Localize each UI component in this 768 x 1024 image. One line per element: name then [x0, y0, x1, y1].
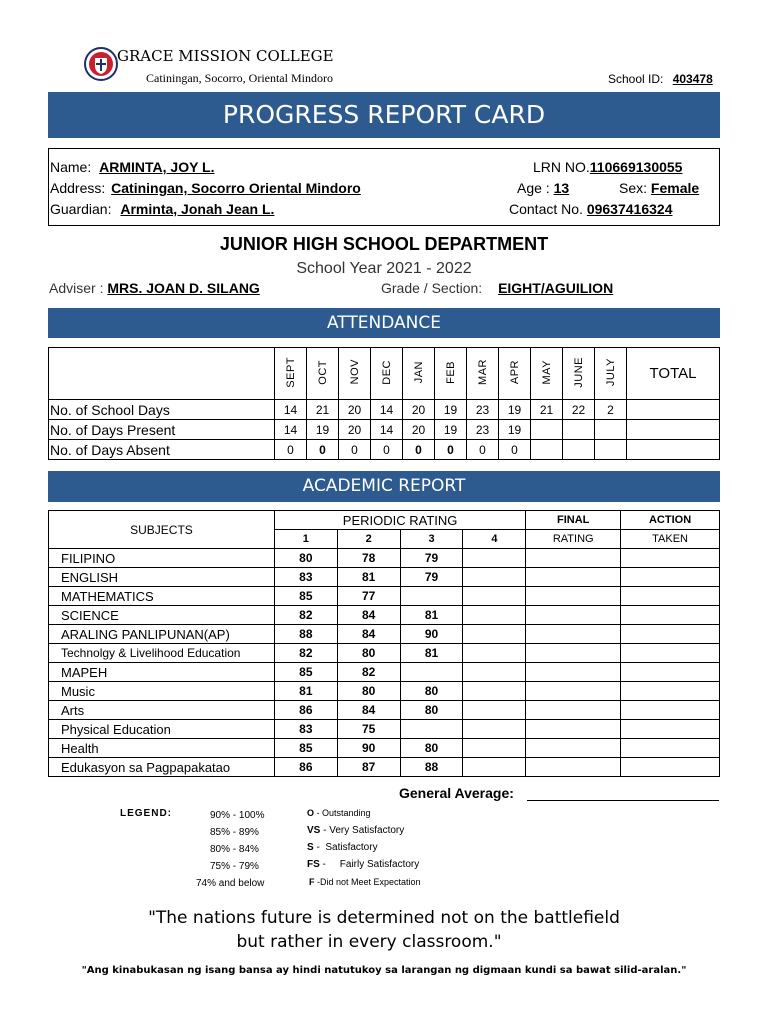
attendance-cell: 19 — [499, 400, 531, 420]
rating-cell — [400, 587, 463, 606]
contact-label: Contact No. — [509, 201, 583, 217]
subject-name: ENGLISH — [49, 568, 275, 587]
legend-desc: - Outstanding — [316, 808, 371, 818]
action-taken-subheader: TAKEN — [621, 530, 720, 549]
action-taken-cell — [621, 587, 720, 606]
month-label: JAN — [412, 360, 425, 384]
attendance-cell: 0 — [499, 440, 531, 460]
rating-cell: 83 — [274, 568, 337, 587]
legend-desc: -Did not Meet Expectation — [314, 877, 421, 887]
final-rating-subheader: RATING — [526, 530, 621, 549]
general-average-label: General Average: — [399, 785, 514, 801]
rating-cell: 84 — [337, 606, 400, 625]
rating-cell: 88 — [400, 758, 463, 777]
rating-cell: 81 — [400, 644, 463, 663]
final-rating-cell — [526, 663, 621, 682]
rating-cell: 88 — [274, 625, 337, 644]
attendance-total-cell — [627, 440, 720, 460]
period-header: 1 — [274, 530, 337, 549]
legend-range: 85% - 89% — [210, 827, 259, 838]
sex-row — [619, 180, 699, 196]
final-rating-cell — [526, 568, 621, 587]
legend-range: 74% and below — [196, 878, 265, 889]
final-rating-cell — [526, 549, 621, 568]
legend-item — [309, 877, 421, 887]
legend-desc: - Satisfactory — [313, 842, 378, 853]
attendance-cell: 14 — [275, 400, 307, 420]
rating-cell — [463, 663, 526, 682]
age-label: Age : — [517, 180, 550, 196]
rating-cell: 78 — [337, 549, 400, 568]
student-lrn: 110669130055 — [589, 159, 683, 175]
legend-code: S — [307, 842, 314, 853]
student-info-box — [48, 148, 720, 226]
rating-cell — [463, 587, 526, 606]
month-label: SEPT — [284, 356, 297, 388]
final-rating-cell — [526, 606, 621, 625]
month-label: NOV — [348, 359, 361, 385]
subject-name: MAPEH — [49, 663, 275, 682]
attendance-cell — [595, 440, 627, 460]
legend-code: FS — [307, 859, 320, 870]
lrn-row — [533, 159, 682, 175]
month-cell — [403, 348, 435, 400]
attendance-cell — [595, 420, 627, 440]
final-rating-cell — [526, 587, 621, 606]
rating-cell: 83 — [274, 720, 337, 739]
subject-name: Music — [49, 682, 275, 701]
rating-cell: 82 — [337, 663, 400, 682]
attendance-cell: 0 — [467, 440, 499, 460]
subject-row — [49, 663, 720, 682]
month-label: MAR — [476, 359, 489, 385]
month-cell — [467, 348, 499, 400]
final-rating-cell — [526, 682, 621, 701]
rating-cell — [463, 701, 526, 720]
attendance-cell: 0 — [371, 440, 403, 460]
name-row — [50, 159, 215, 175]
student-contact: 09637416324 — [586, 201, 673, 217]
subject-row — [49, 682, 720, 701]
student-sex: Female — [650, 180, 700, 196]
attendance-cell — [531, 440, 563, 460]
subject-name: Arts — [49, 701, 275, 720]
final-rating-cell — [526, 644, 621, 663]
rating-cell: 90 — [400, 625, 463, 644]
period-header: 4 — [463, 530, 526, 549]
rating-cell — [463, 549, 526, 568]
attendance-cell: 20 — [339, 420, 371, 440]
quote-line-2: but rather in every classroom." — [236, 932, 502, 952]
action-taken-cell — [621, 606, 720, 625]
attendance-cell: 19 — [499, 420, 531, 440]
month-label: JULY — [604, 357, 617, 387]
attendance-cell: 23 — [467, 420, 499, 440]
rating-cell: 80 — [400, 682, 463, 701]
grade-label: Grade / Section: — [381, 280, 483, 296]
attendance-total-cell — [627, 400, 720, 420]
rating-cell: 75 — [337, 720, 400, 739]
attendance-title: ATTENDANCE — [327, 313, 441, 333]
school-logo — [84, 44, 118, 84]
attendance-cell: 19 — [435, 400, 467, 420]
action-taken-cell — [621, 758, 720, 777]
final-rating-cell — [526, 758, 621, 777]
rating-cell: 86 — [274, 758, 337, 777]
attendance-row — [49, 440, 720, 460]
action-taken-cell — [621, 568, 720, 587]
subjects-header: SUBJECTS — [49, 511, 275, 549]
quote-tagalog: "Ang kinabukasan ng isang bansa ay hindi natutukoy sa larangan ng digmaan kundi sa bawat silid-aralan." — [81, 965, 687, 976]
rating-cell: 85 — [274, 663, 337, 682]
subject-name: Physical Education — [49, 720, 275, 739]
name-label: Name: — [50, 159, 92, 175]
action-taken-cell — [621, 720, 720, 739]
attendance-cell: 0 — [339, 440, 371, 460]
general-average — [399, 785, 514, 801]
legend-range: 75% - 79% — [210, 861, 259, 872]
rating-cell: 80 — [274, 549, 337, 568]
rating-cell: 79 — [400, 549, 463, 568]
attendance-cell: 20 — [403, 400, 435, 420]
attendance-cell: 20 — [339, 400, 371, 420]
period-header: 3 — [400, 530, 463, 549]
school-id — [608, 72, 713, 86]
rating-cell — [463, 739, 526, 758]
action-taken-cell — [621, 625, 720, 644]
month-cell — [339, 348, 371, 400]
school-id-label: School ID: — [608, 72, 664, 86]
subject-row — [49, 549, 720, 568]
attendance-row-label: No. of School Days — [49, 400, 275, 420]
month-label: JUNE — [572, 356, 585, 388]
subject-name: MATHEMATICS — [49, 587, 275, 606]
subject-row — [49, 568, 720, 587]
attendance-cell: 2 — [595, 400, 627, 420]
month-cell — [275, 348, 307, 400]
grade-section: EIGHT/AGUILION — [498, 280, 614, 296]
title-banner — [48, 92, 720, 138]
rating-cell — [463, 625, 526, 644]
attendance-cell — [531, 420, 563, 440]
legend-item — [307, 825, 404, 836]
age-row — [517, 180, 569, 196]
attendance-cell: 14 — [275, 420, 307, 440]
legend-range: 90% - 100% — [210, 810, 265, 821]
legend-item — [307, 842, 378, 853]
subject-name: FILIPINO — [49, 549, 275, 568]
subject-row — [49, 644, 720, 663]
rating-cell — [463, 644, 526, 663]
subject-row — [49, 720, 720, 739]
subject-row — [49, 606, 720, 625]
school-year: School Year 2021 - 2022 — [296, 260, 472, 277]
rating-cell: 82 — [274, 644, 337, 663]
subject-name: Health — [49, 739, 275, 758]
legend-item — [307, 859, 419, 870]
attendance-table — [48, 347, 720, 460]
final-rating-cell — [526, 625, 621, 644]
month-cell — [531, 348, 563, 400]
month-label: OCT — [316, 359, 329, 385]
rating-cell: 80 — [337, 644, 400, 663]
attendance-row — [49, 400, 720, 420]
academic-header-row — [49, 511, 720, 530]
final-rating-cell — [526, 720, 621, 739]
address-row — [50, 180, 361, 196]
rating-cell: 90 — [337, 739, 400, 758]
quote-line-1: "The nations future is determined not on the battlefield — [148, 908, 620, 928]
attendance-cell: 19 — [307, 420, 339, 440]
rating-cell: 80 — [400, 701, 463, 720]
attendance-total-cell — [627, 420, 720, 440]
subject-row — [49, 587, 720, 606]
adviser-row — [49, 280, 260, 296]
month-cell — [499, 348, 531, 400]
student-address: Catiningan, Socorro Oriental Mindoro — [111, 180, 361, 196]
month-cell — [595, 348, 627, 400]
legend-desc: - Fairly Satisfactory — [319, 859, 420, 870]
student-guardian: Arminta, Jonah Jean L. — [120, 201, 275, 217]
final-rating-header: FINAL — [526, 511, 621, 530]
contact-row — [509, 201, 672, 217]
attendance-cell: 14 — [371, 420, 403, 440]
legend-desc: - Very Satisfactory — [320, 825, 405, 836]
attendance-row — [49, 420, 720, 440]
rating-cell: 85 — [274, 739, 337, 758]
subject-name: Technolgy & Livelihood Education — [49, 644, 275, 663]
rating-cell: 84 — [337, 701, 400, 720]
department-title: JUNIOR HIGH SCHOOL DEPARTMENT — [219, 234, 549, 254]
legend-range: 80% - 84% — [210, 844, 259, 855]
subject-row — [49, 739, 720, 758]
period-header: 2 — [337, 530, 400, 549]
rating-cell: 80 — [337, 682, 400, 701]
subject-row — [49, 625, 720, 644]
total-header: TOTAL — [627, 348, 720, 400]
rating-cell — [463, 758, 526, 777]
final-rating-cell — [526, 739, 621, 758]
action-taken-cell — [621, 682, 720, 701]
month-label: FEB — [444, 360, 457, 384]
attendance-cell: 0 — [275, 440, 307, 460]
action-taken-cell — [621, 701, 720, 720]
attendance-corner — [49, 348, 275, 400]
action-taken-header: ACTION — [621, 511, 720, 530]
attendance-banner — [48, 308, 720, 338]
academic-table — [48, 510, 720, 777]
rating-cell: 82 — [274, 606, 337, 625]
rating-cell: 86 — [274, 701, 337, 720]
rating-cell: 77 — [337, 587, 400, 606]
attendance-header-row — [49, 348, 720, 400]
subject-name: SCIENCE — [49, 606, 275, 625]
rating-cell: 81 — [274, 682, 337, 701]
adviser-label: Adviser : — [49, 280, 104, 296]
attendance-cell — [563, 420, 595, 440]
school-address: Catiningan, Socorro, Oriental Mindoro — [146, 71, 333, 85]
legend-item — [307, 808, 371, 818]
rating-cell — [400, 663, 463, 682]
final-rating-cell — [526, 701, 621, 720]
grade-row — [381, 280, 613, 296]
subject-row — [49, 758, 720, 777]
school-id-value: 403478 — [672, 72, 713, 86]
action-taken-cell — [621, 663, 720, 682]
subject-name: ARALING PANLIPUNAN(AP) — [49, 625, 275, 644]
month-label: DEC — [380, 359, 393, 385]
month-label: APR — [508, 359, 521, 385]
rating-cell — [400, 720, 463, 739]
guardian-label: Guardian: — [50, 201, 112, 217]
legend-code: VS — [307, 825, 321, 836]
adviser-name: MRS. JOAN D. SILANG — [107, 280, 260, 296]
legend-code: O — [307, 808, 315, 818]
student-age: 13 — [553, 180, 570, 196]
attendance-cell: 23 — [467, 400, 499, 420]
rating-cell: 79 — [400, 568, 463, 587]
attendance-cell: 14 — [371, 400, 403, 420]
attendance-cell: 20 — [403, 420, 435, 440]
general-average-line — [527, 800, 719, 801]
school-name: GRACE MISSION COLLEGE — [117, 47, 334, 65]
month-cell — [371, 348, 403, 400]
attendance-cell: 21 — [531, 400, 563, 420]
sex-label: Sex: — [619, 180, 648, 196]
rating-cell: 85 — [274, 587, 337, 606]
address-label: Address: — [50, 180, 106, 196]
periodic-rating-header: PERIODIC RATING — [274, 511, 525, 530]
guardian-row — [50, 201, 274, 217]
month-label: MAY — [540, 359, 553, 385]
rating-cell: 80 — [400, 739, 463, 758]
academic-banner — [48, 471, 720, 502]
rating-cell: 87 — [337, 758, 400, 777]
month-cell — [307, 348, 339, 400]
action-taken-cell — [621, 644, 720, 663]
action-taken-cell — [621, 549, 720, 568]
legend-code: F — [309, 877, 315, 887]
legend-label: LEGEND: — [120, 808, 172, 819]
attendance-cell: 21 — [307, 400, 339, 420]
subject-name: Edukasyon sa Pagpapakatao — [49, 758, 275, 777]
rating-cell: 81 — [337, 568, 400, 587]
attendance-row-label: No. of Days Absent — [49, 440, 275, 460]
month-cell — [435, 348, 467, 400]
month-cell — [563, 348, 595, 400]
attendance-cell — [563, 440, 595, 460]
rating-cell — [463, 606, 526, 625]
attendance-cell: 0 — [435, 440, 467, 460]
attendance-row-label: No. of Days Present — [49, 420, 275, 440]
student-name: ARMINTA, JOY L. — [99, 159, 215, 175]
rating-cell — [463, 568, 526, 587]
rating-cell — [463, 682, 526, 701]
attendance-cell: 0 — [307, 440, 339, 460]
lrn-label: LRN NO. — [533, 159, 590, 175]
academic-title: ACADEMIC REPORT — [302, 476, 466, 496]
rating-cell — [463, 720, 526, 739]
action-taken-cell — [621, 739, 720, 758]
attendance-cell: 19 — [435, 420, 467, 440]
subject-row — [49, 701, 720, 720]
attendance-cell: 0 — [403, 440, 435, 460]
attendance-cell: 22 — [563, 400, 595, 420]
rating-cell: 81 — [400, 606, 463, 625]
rating-cell: 84 — [337, 625, 400, 644]
page-title: PROGRESS REPORT CARD — [222, 100, 546, 129]
